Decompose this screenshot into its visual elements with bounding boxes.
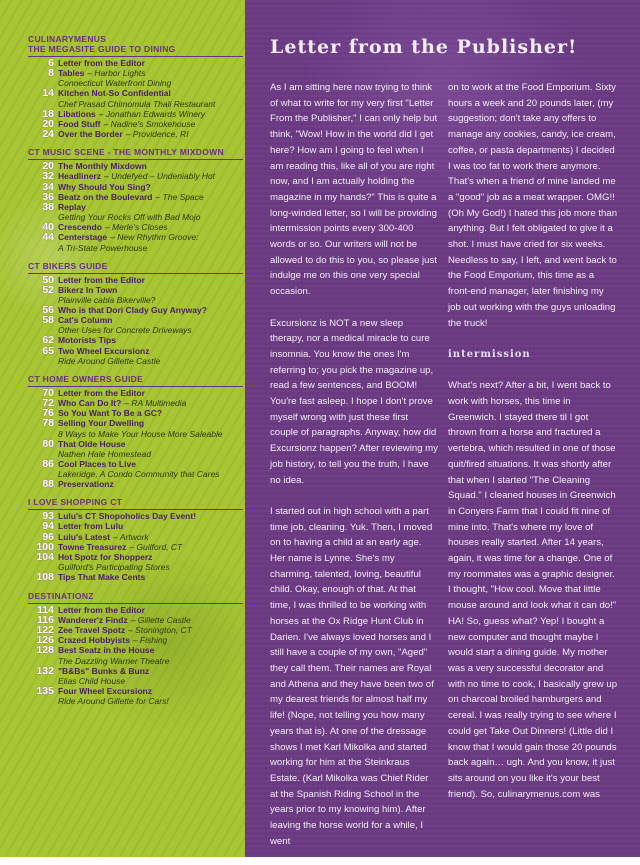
toc-entry[interactable] <box>28 222 243 232</box>
entry-title: Beatz on the Boulevard <box>58 191 153 202</box>
toc-entry[interactable] <box>28 459 243 469</box>
entry-title: Who Can Do It? <box>58 398 122 409</box>
toc-entry[interactable] <box>28 192 243 202</box>
page-number: 132 <box>36 664 54 677</box>
entry-subline: Plainville cabla Bikerville? <box>58 295 156 306</box>
toc-entry[interactable] <box>28 398 243 408</box>
page-number: 34 <box>42 180 54 193</box>
toc-entry[interactable] <box>28 605 243 615</box>
page-number: 104 <box>36 551 54 564</box>
page-number: 126 <box>36 634 54 647</box>
page-number: 88 <box>42 478 54 491</box>
toc-entry[interactable] <box>28 625 243 635</box>
entry-subtitle: – New Rhythm Groove: <box>110 232 199 243</box>
toc-section <box>28 261 243 366</box>
entry-title: So You Want To Be a GC? <box>58 408 163 419</box>
section-title: CT HOME OWNERS GUIDE <box>28 374 243 387</box>
toc-section <box>28 374 243 489</box>
entry-title: Crazed Hobbyists <box>58 635 130 646</box>
entry-subline: 8 Ways to Make Your House More Saleable <box>58 428 223 439</box>
section-title: I LOVE SHOPPING CT <box>28 497 243 510</box>
article-heading: Letter from the Publisher! <box>270 36 578 58</box>
toc-section <box>28 147 243 252</box>
section-title: CT MUSIC SCENE - THE MONTHLY MIXDOWN <box>28 147 243 160</box>
entry-title: Four Wheel Excursionz <box>58 685 152 696</box>
toc-entry[interactable] <box>28 109 243 119</box>
entry-title: Why Should You Sing? <box>58 181 151 192</box>
section-title: THE MEGASITE GUIDE TO DINING <box>28 44 243 57</box>
page-number: 44 <box>42 231 54 244</box>
entry-title: Zee Travel Spotz <box>58 624 126 635</box>
entry-title: Selling Your Dwelling <box>58 418 145 429</box>
article-paragraph: What's next? After a bit, I went back to work with horses, this time in Greenwich. I stayed there til I got thrown from a horse and fractured a vertebra, which resulted in one of those quit/fired situations. It was shortly after that when I started "The Cleaning Squad." I cleaned houses in Greenwich in Conyers Farm that I could fit nine of mine into. That's where my love of houses really started. After 14 years, again, it was time for a change. One of my roommates was a graphic designer. I thought, "How cool. Move that little mouse around and look what it can do!" HA! So, guess what? Yep! I bought a new computer and thought maybe I would start a dining guide. My mother was a very successful decorator and with no time to cook, I basically grew up on charcoal broiled hamburgers and cereal. I was really trying to see where I could get Take Out Dinners! (Little did I know that I would gain those 20 pounds back again… ugh. And you know, it just sits around on you like it's your best friend). So, culinarymenus.com was <box>448 380 618 800</box>
page-number: 114 <box>37 603 54 616</box>
entry-title: Best Seatz in the House <box>58 645 155 656</box>
page-number: 100 <box>36 540 54 553</box>
toc-entry[interactable] <box>28 305 243 315</box>
entry-title: Kitchen Not-So Confidential <box>58 88 171 99</box>
entry-subtitle: – Merle's Closes <box>104 222 168 233</box>
entry-title: Centerstage <box>58 232 108 243</box>
toc-entry[interactable] <box>28 686 243 696</box>
toc-entry[interactable] <box>28 346 243 356</box>
toc-section <box>28 497 243 582</box>
toc-entry[interactable] <box>28 315 243 325</box>
toc-entry[interactable] <box>28 511 243 521</box>
entry-title: Letter from the Editor <box>58 58 145 68</box>
section-title: DESTINATIONZ <box>28 591 243 604</box>
entry-subline: Getting Your Rocks Off with Bad Mojo <box>58 212 201 223</box>
entry-title: Tables <box>58 68 85 79</box>
article-column-1 <box>270 80 438 865</box>
page-number: 86 <box>42 457 54 470</box>
entry-title: That Olde House <box>58 438 126 449</box>
toc-entry[interactable] <box>28 615 243 625</box>
entry-subtitle: – Undefyed – Undeniably Hot <box>104 171 216 182</box>
entry-subline: Lakeridge, A Condo Community that Cares <box>58 469 220 480</box>
page-number: 38 <box>42 201 54 214</box>
entry-subline: Other Uses for Concrete Driveways <box>58 325 192 336</box>
page-number: 20 <box>42 117 54 130</box>
page-number: 80 <box>42 437 54 450</box>
toc-entry[interactable] <box>28 635 243 645</box>
page-number: 128 <box>36 644 54 657</box>
entry-title: Preservationz <box>58 479 114 490</box>
entry-subline: Ride Around Gillette for Cars! <box>58 695 169 706</box>
article-paragraph: on to work at the Food Emporium. Sixty hours a week and 20 pounds later, (my suggestion; don't take any offers to manage any cookies, candy, ice cream, coffee, or pasta departments) I decided I was too fat to work there anymore. That's when a friend of mine landed me a "good" job as a meat wrapper. OMG!! (Oh My God!) I hated this job more than anything. But I felt obligated to give it a shot. I must have cried for six weeks. Needless to say, I left, and went back to the Food Emporium, this time as a front-end manager, later finishing my job out working with the guys unloading the truck! <box>448 82 618 329</box>
entry-subline: Ride Around Gillette Castle <box>58 355 161 366</box>
article-column-2 <box>448 80 618 818</box>
entry-subtitle: – The Space <box>155 191 204 202</box>
toc-entry[interactable] <box>28 388 243 398</box>
entry-subtitle: – Jonathan Edwards Winery <box>98 108 206 119</box>
toc-entry[interactable] <box>28 58 243 68</box>
toc-entry[interactable] <box>28 542 243 552</box>
brand-name: CULINARYMENUS <box>28 34 107 44</box>
page-number: 14 <box>42 87 54 100</box>
page-number: 56 <box>42 304 54 317</box>
page-number: 96 <box>42 530 54 543</box>
table-of-contents <box>28 34 243 714</box>
entry-subline: Elias Child House <box>58 675 126 686</box>
intermission-subhead: intermission <box>448 348 531 360</box>
page-number: 108 <box>36 571 54 584</box>
page-number: 70 <box>42 386 54 399</box>
entry-subline: Chef Prasad Chimomula Thali Restaurant <box>58 98 216 109</box>
article-paragraph: I started out in high school with a part time job, cleaning. Yuk. Then, I moved on to having a child at an early age. Her name is Lynne. She's my charming, talented, loving, beautiful child. Okay, enough of that. At that time, I was thrilled to be working with horses at the Ox Ridge Hunt Club in Darien. I've always loved horses and I still have a couple of my own, "Aged" they call them. Their names are Royal and Athena and they have been two of my dearest friends for almost half my life! (Nope, not telling you how many years that is). At one of the dressage shows I met Karl Mikolka and started working for him at the Steinkraus Estate. (Karl Mikolka was Chief Rider at the Spanish Riding School in the years prior to my knowing him). After leaving the horse world for a while, I went <box>270 505 434 847</box>
entry-subline: A Tri-State Powerhouse <box>58 242 148 253</box>
page-number: 72 <box>42 397 54 410</box>
toc-entry[interactable] <box>28 129 243 139</box>
entry-title: Letter from the Editor <box>58 274 145 285</box>
page-number: 78 <box>42 417 54 430</box>
entry-title: The Monthly Mixdown <box>58 161 147 172</box>
section-title: CT BIKERS GUIDE <box>28 261 243 274</box>
entry-subline: The Dazzling Warner Theatre <box>58 655 170 666</box>
entry-title: Crescendo <box>58 222 102 233</box>
toc-entry[interactable] <box>28 552 243 562</box>
entry-title: Lulu's Latest <box>58 531 111 542</box>
entry-subtitle: – Harbor Lights <box>87 68 146 79</box>
toc-entry[interactable] <box>28 232 243 242</box>
entry-title: Libations <box>58 108 96 119</box>
page-number: 116 <box>37 613 54 626</box>
toc-entry[interactable] <box>28 572 243 582</box>
entry-subtitle: – Gillette Castle <box>130 614 191 625</box>
page-number: 76 <box>42 407 54 420</box>
page-number: 62 <box>42 334 54 347</box>
toc-entry[interactable] <box>28 418 243 428</box>
entry-title: Cool Places to Live <box>58 458 136 469</box>
toc-entry[interactable] <box>28 202 243 212</box>
page-number: 122 <box>36 623 54 636</box>
entry-subtitle: – Nadine's Smokehouse <box>103 118 196 129</box>
toc-entry[interactable] <box>28 161 243 171</box>
page-number: 135 <box>36 684 54 697</box>
entry-title: Letter from the Editor <box>58 604 145 615</box>
article-paragraph: As I am sitting here now trying to think of what to write for my very first "Letter From the Publisher," I can only help but think, "Wow! How in the world did I get here? How am I going to feel when I am reading this, like all of you are right now, and I am actually holding the magazine in my hands?" This is quite a long-winded letter, so I will be providing intermission points every 300-400 words or so. Our writers will not be allowed to do this to you, so please just indulge me on this one very special occasion. <box>270 82 438 298</box>
toc-entry[interactable] <box>28 408 243 418</box>
entry-title: Motorists Tips <box>58 335 116 346</box>
toc-entry[interactable] <box>28 645 243 655</box>
toc-entry[interactable] <box>28 275 243 285</box>
entry-subline: Guilford's Participating Stores <box>58 562 170 573</box>
toc-section <box>28 44 243 139</box>
page-number: 8 <box>48 67 54 80</box>
article-paragraph: Excursionz is NOT a new sleep therapy, nor a medical miracle to cure insomnia. You know the ones I'm referring to; you pick the magazine up, read a few sentences, and BOOM! You're fast asleep. I hope I don't prove myself wrong with just these first couple of paragraphs. Anyway, how did Excursionz happen? After reviewing my job history, to tell you the truth, I have no idea. <box>270 317 438 486</box>
entry-title: Tips That Make Cents <box>58 572 146 583</box>
toc-entry[interactable] <box>28 666 243 676</box>
toc-entry[interactable] <box>28 68 243 78</box>
entry-title: Headlinerz <box>58 171 101 182</box>
toc-entry[interactable] <box>28 88 243 98</box>
toc-entry[interactable] <box>28 119 243 129</box>
page-number: 6 <box>48 57 54 69</box>
entry-subline: Nathen Hale Homestead <box>58 448 152 459</box>
page-number: 40 <box>42 221 54 234</box>
toc-entry[interactable] <box>28 182 243 192</box>
entry-title: Over the Border <box>58 129 123 140</box>
toc-entry[interactable] <box>28 439 243 449</box>
entry-title: Cat's Column <box>58 315 113 326</box>
page-number: 58 <box>42 314 54 327</box>
entry-title: Bikerz In Town <box>58 284 118 295</box>
entry-title: Wanderer'z Findz <box>58 614 128 625</box>
entry-title: "B&Bs" Bunks & Bunz <box>58 665 150 676</box>
toc-entry[interactable] <box>28 521 243 531</box>
toc-section <box>28 591 243 706</box>
toc-panel <box>0 0 245 857</box>
page-number: 36 <box>42 190 54 203</box>
toc-entry[interactable] <box>28 171 243 181</box>
entry-subtitle: – Fishing <box>132 635 168 646</box>
entry-title: Lulu's CT Shopoholics Day Event! <box>58 511 197 522</box>
entry-subtitle: – Artwork <box>113 531 149 542</box>
toc-entry[interactable] <box>28 285 243 295</box>
entry-subline: Connecticut Waterfront Dining <box>58 78 172 89</box>
page-number: 24 <box>42 128 54 141</box>
page-number: 20 <box>42 160 54 173</box>
entry-title: Replay <box>58 202 86 213</box>
entry-title: Towne Treasurez <box>58 541 127 552</box>
entry-subtitle: – RA Multimedia <box>124 398 187 409</box>
toc-entry[interactable] <box>28 532 243 542</box>
entry-title: Two Wheel Excursionz <box>58 345 150 356</box>
entry-subtitle: – Guilford, CT <box>129 541 183 552</box>
entry-title: Letter from the Editor <box>58 387 145 398</box>
toc-entry[interactable] <box>28 479 243 489</box>
entry-title: Letter from Lulu <box>58 521 124 532</box>
entry-title: Hot Spotz for Shopperz <box>58 552 153 563</box>
page-number: 50 <box>42 273 54 286</box>
page-number: 65 <box>42 344 54 357</box>
entry-subtitle: – Providence, RI <box>125 129 189 140</box>
page-number: 94 <box>42 520 54 533</box>
page-number: 32 <box>42 170 54 183</box>
entry-title: Food Stuff <box>58 118 101 129</box>
entry-subtitle: – Stonington, CT <box>128 624 192 635</box>
page-number: 93 <box>42 510 54 523</box>
page-number: 18 <box>42 107 54 120</box>
page-number: 52 <box>42 283 54 296</box>
entry-title: Who is that Dori Clady Guy Anyway? <box>58 305 207 316</box>
toc-entry[interactable] <box>28 335 243 345</box>
